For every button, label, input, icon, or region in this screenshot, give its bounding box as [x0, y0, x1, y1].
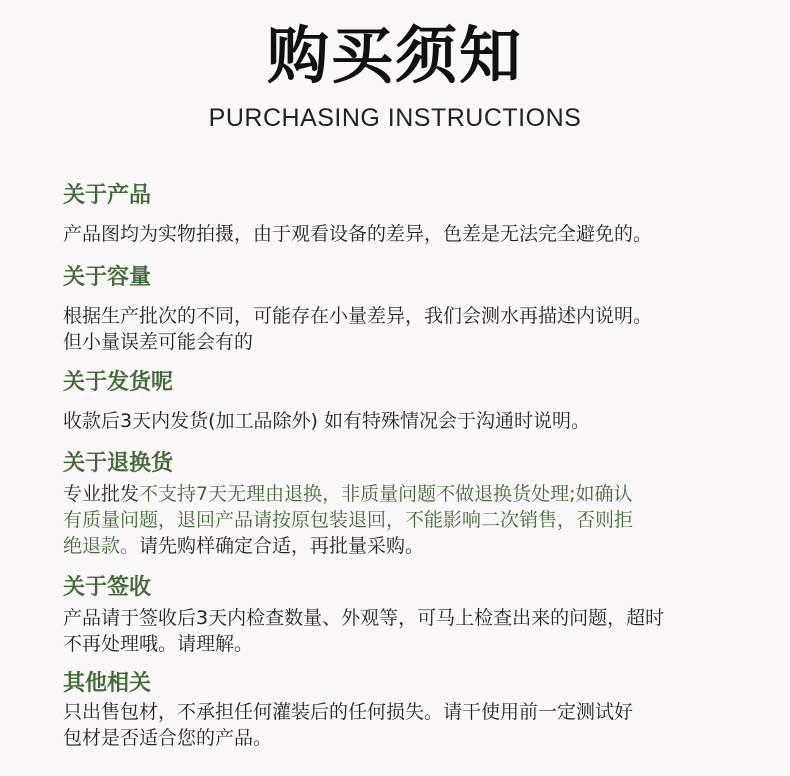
page-subtitle: PURCHASING INSTRUCTIONS — [208, 104, 582, 132]
section-other — [63, 669, 763, 751]
section-heading: 其他相关 — [63, 671, 152, 696]
section-heading: 关于容量 — [63, 265, 152, 290]
section-capacity — [63, 263, 763, 355]
text-normal: 专业批发 — [63, 483, 140, 505]
section-text: 不再处理哦。请理解。 — [63, 633, 254, 655]
text-normal: 请先购样确定合适，再批量采购。 — [139, 535, 425, 557]
section-text: 但小量误差可能会有的 — [63, 331, 254, 353]
section-heading: 关于退换货 — [63, 451, 174, 476]
text-highlight: 有质量问题，退回产品请按原包装退回，不能影响二次销售，否则拒 — [63, 509, 634, 531]
section-heading: 关于发货呢 — [63, 370, 174, 395]
page-title: 购买须知 — [266, 19, 523, 92]
section-text: 只出售包材，不承担任何灌装后的任何损失。请干使用前一定测试好 — [63, 701, 634, 723]
section-text: 收款后3天内发货(加工品除外) 如有特殊情况会于沟通时说明。 — [63, 410, 590, 432]
section-heading: 关于产品 — [63, 183, 152, 208]
section-text — [63, 481, 763, 507]
section-text: 根据生产批次的不同，可能存在小量差异，我们会测水再描述内说明。 — [63, 305, 653, 327]
section-shipping — [63, 368, 763, 434]
section-text: 包材是否适合您的产品。 — [63, 727, 273, 749]
section-text: 产品请于签收后3天内检查数量、外观等，可马上检查出来的问题，超时 — [63, 607, 665, 629]
section-text: 产品图均为实物拍摄，由于观看设备的差异，色差是无法完全避免的。 — [63, 223, 653, 245]
section-receipt — [63, 573, 763, 657]
section-returns — [63, 449, 763, 559]
section-product — [63, 181, 763, 247]
section-text — [63, 533, 763, 559]
text-highlight: 绝退款。 — [63, 535, 140, 557]
section-heading: 关于签收 — [63, 575, 152, 600]
text-highlight: 不支持7天无理由退换，非质量问题不做退换货处理;如确认 — [139, 483, 633, 505]
